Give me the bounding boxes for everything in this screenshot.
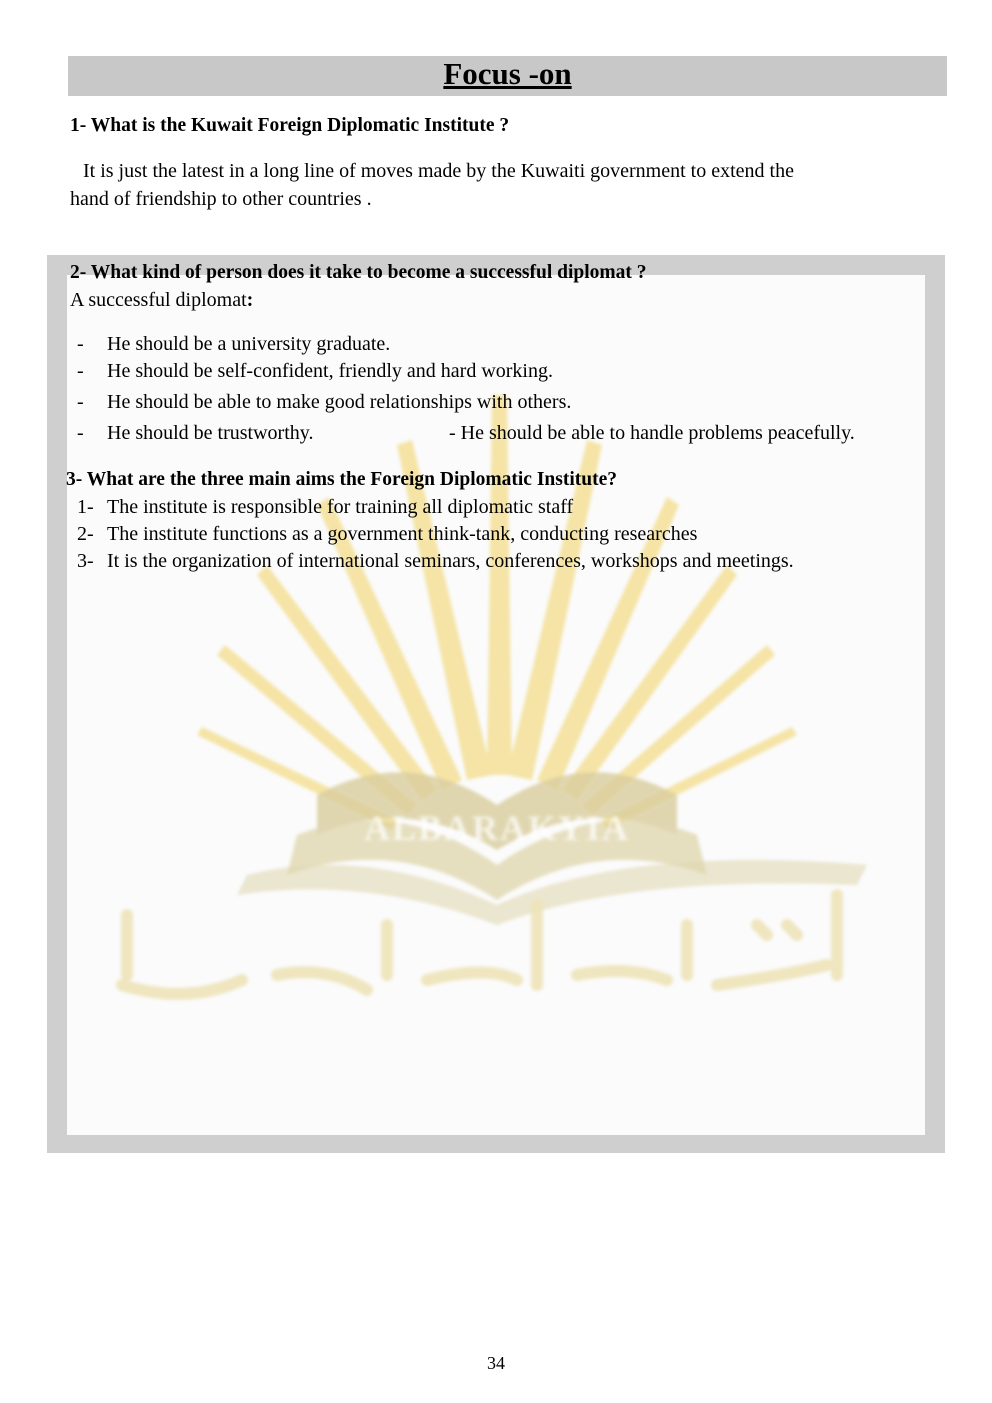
content-frame <box>47 255 945 1153</box>
list-item: 3- It is the organization of international seminars, conferences, workshops and meetings. <box>77 550 794 572</box>
list-bullet: - <box>77 333 84 355</box>
list-bullet: - <box>77 391 84 413</box>
list-bullet: - <box>77 422 84 444</box>
list-item: - He should be trustworthy. <box>77 422 314 444</box>
page-number: 34 <box>487 1353 505 1373</box>
book-icon <box>237 772 867 925</box>
title-bar <box>68 56 947 96</box>
page-title: Focus -on <box>443 56 572 91</box>
sun-rays-icon <box>197 395 797 830</box>
watermark-text: ALBARAKYIA <box>363 808 631 848</box>
question-2: 2- What kind of person does it take to become a successful diplomat ? <box>70 262 647 283</box>
question-3: 3- What are the three main aims the Foreign Diplomatic Institute? <box>66 469 618 490</box>
question-1: 1- What is the Kuwait Foreign Diplomatic Institute ? <box>70 115 510 136</box>
answer-1 <box>70 157 794 213</box>
list-item-extra: - He should be able to handle problems peacefully. <box>449 422 855 444</box>
answer-2-intro <box>70 286 253 314</box>
list-item: 2- The institute functions as a government think-tank, conducting researches <box>77 523 698 545</box>
answer-2-intro-text: A successful diplomat <box>70 289 247 311</box>
answer-2-intro-colon: : <box>246 289 254 311</box>
answer-1-line-2: hand of friendship to other countries . <box>70 188 372 210</box>
list-item: 1- The institute is responsible for training all diplomatic staff <box>77 496 574 518</box>
list-bullet: - <box>77 360 84 382</box>
answer-1-line-1: It is just the latest in a long line of moves made by the Kuwaiti government to extend the <box>83 160 794 182</box>
list-item: - He should be able to make good relationships with others. <box>77 391 572 413</box>
list-item: - He should be a university graduate. <box>77 333 391 355</box>
list-item: - He should be self-confident, friendly and hard working. <box>77 360 553 382</box>
